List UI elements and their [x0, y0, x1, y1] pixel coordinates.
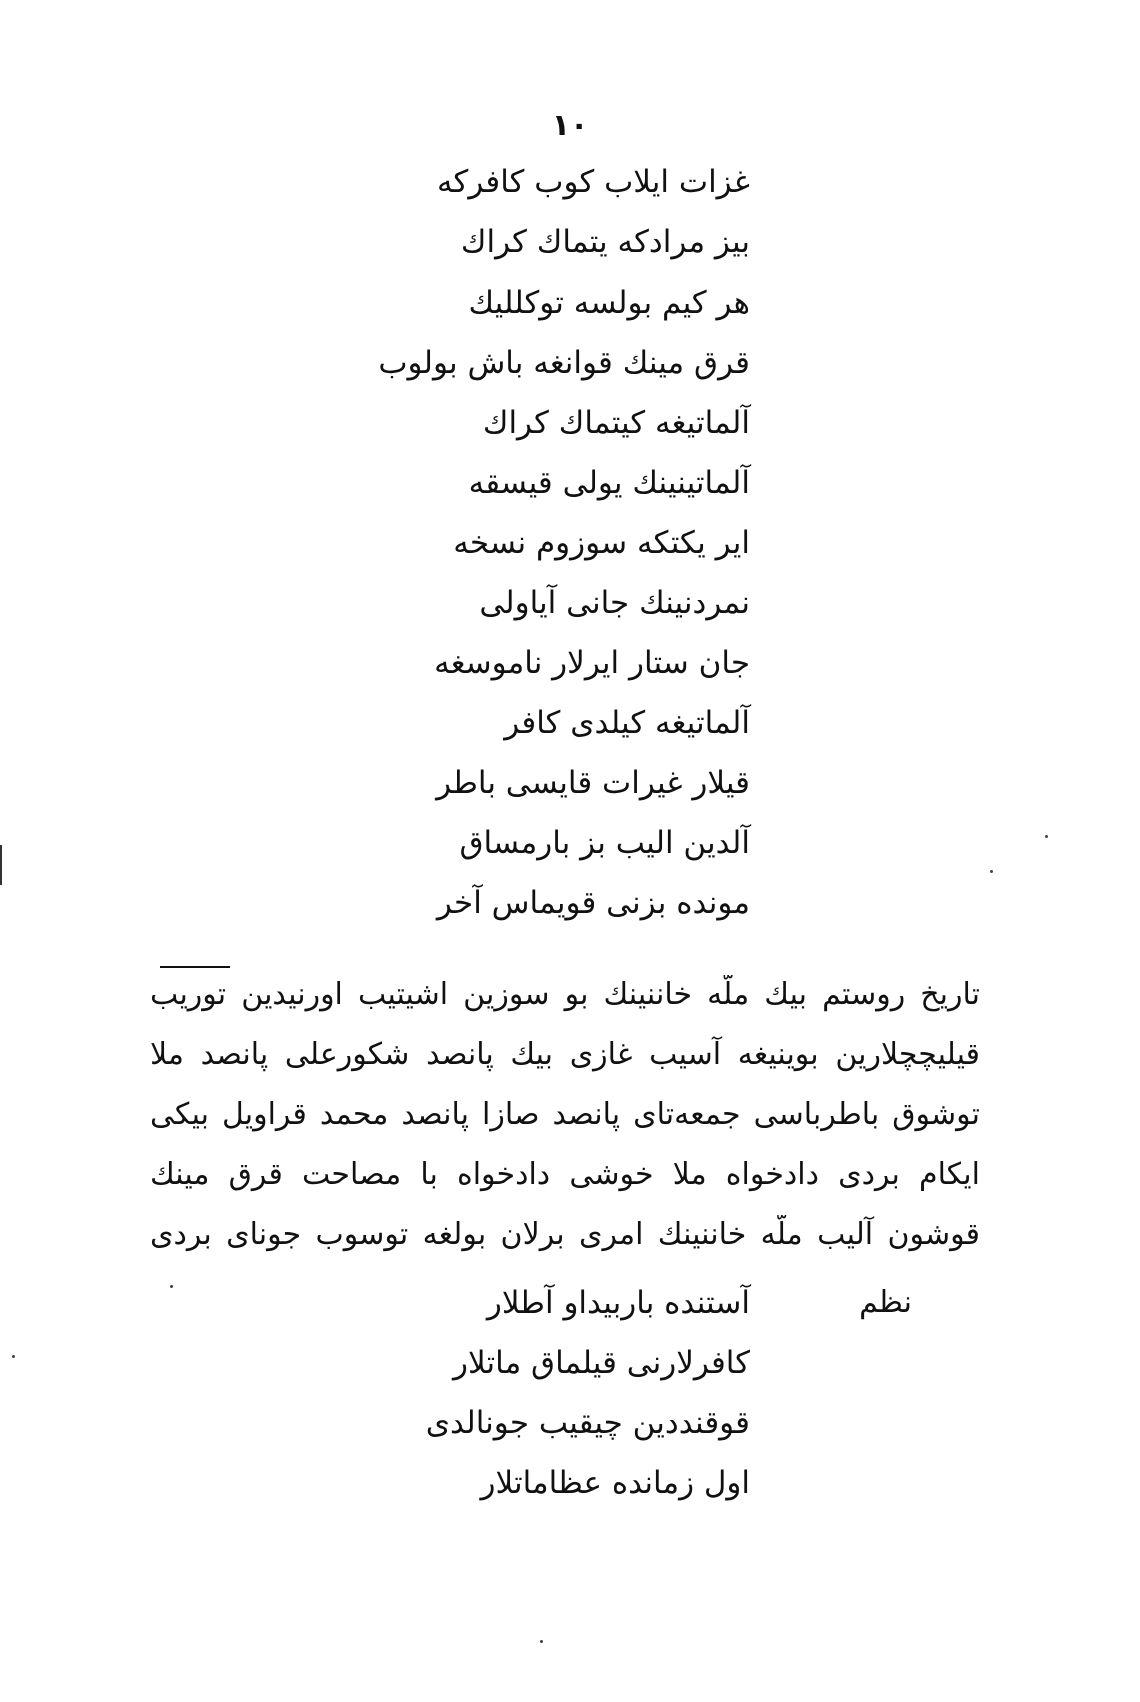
- verse-line: آلماتیغه کیتماك کراك: [482, 405, 750, 441]
- verse-line: نمردنینك جانی آیاولی: [479, 585, 750, 621]
- prose-line: تاریخ روستم بیك ملّه خاننینك بو سوزین اشیتیب اورنیدین توریب: [150, 977, 980, 1012]
- scan-speck: [540, 1640, 543, 1643]
- verse-line: غزات ایلاب کوب کافرکه: [436, 164, 750, 200]
- verse-line: آلماتینینك یولی قیسقه: [468, 465, 750, 501]
- prose-line: قیلیچچلارین بوینیغه آسیب غازی بیك پانصد شکورعلی پانصد ملا: [150, 1037, 980, 1072]
- verse-line: ایر یکتکه سوزوم نسخه: [453, 525, 750, 561]
- verse-line: آلماتیغه کیلدی کافر: [504, 705, 750, 741]
- verse-line: هر کیم بولسه توکللیك: [468, 285, 750, 321]
- verse-line: کافرلارنی قیلماق ماتلار: [453, 1345, 750, 1381]
- page-number: ۱۰: [551, 108, 589, 143]
- verse-line: آلدین الیب بز بارمساق: [459, 825, 750, 861]
- scan-speck: [170, 1285, 173, 1288]
- verse-line: قیلار غیرات قایسی باطر: [436, 765, 750, 801]
- verse-line: قوقنددین چیقیب جونالدی: [425, 1405, 750, 1441]
- scan-edge-mark: [0, 845, 2, 885]
- verse-line: جان ستار ایرلار ناموسغه: [434, 645, 750, 681]
- scan-speck: [12, 1355, 15, 1358]
- scan-speck: [990, 870, 993, 873]
- verse-line: بیز مرادکه یتماك کراك: [460, 224, 750, 260]
- verse-line: مونده بزنی قویماس آخر: [436, 885, 750, 921]
- prose-line: توشوق باطرباسی جمعه‌تای پانصد صازا پانصد محمد قراویل بیکی: [150, 1097, 980, 1132]
- prose-line: قوشون آلیب ملّه خاننینك امری برلان بولغه توسوب جونای بردی: [150, 1217, 980, 1252]
- verse-line: قرق مینك قوانغه باش بولوب: [378, 345, 750, 381]
- verse-line: اول زمانده عظاماتلار: [480, 1465, 750, 1501]
- nazm-label: نظم: [859, 1285, 912, 1320]
- prose-line: ایکام بردی دادخواه ملا خوشی دادخواه با مصاحت قرق مینك: [150, 1157, 980, 1192]
- scan-speck: [1045, 835, 1048, 838]
- heading-overline: [160, 966, 230, 968]
- verse-line: آستنده باربیداو آطلار: [486, 1285, 750, 1321]
